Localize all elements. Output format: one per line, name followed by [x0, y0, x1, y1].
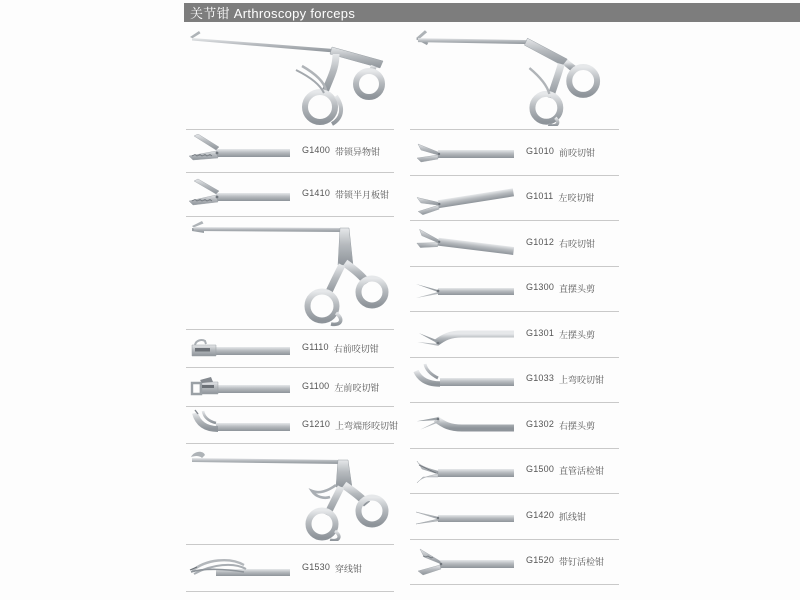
product-row-g1301 [410, 312, 619, 358]
upcurved-duckbill-tip-image [410, 363, 514, 397]
product-name: 抓线钳 [559, 511, 587, 522]
product-label [526, 464, 604, 477]
product-image-g1301 [410, 317, 514, 351]
product-row-g1400 [186, 130, 394, 173]
product-name: 前咬切钳 [559, 147, 596, 158]
product-name: 左摆头剪 [559, 329, 596, 340]
product-code: G1033 [526, 373, 555, 384]
product-code: G1210 [302, 418, 331, 429]
punch-tip-image [186, 332, 290, 366]
punch-tip-open-image [186, 370, 290, 404]
product-name: 右摆头剪 [559, 420, 596, 431]
product-image-g1420 [410, 499, 514, 533]
product-row-g1410 [186, 173, 394, 217]
product-row-g1033 [410, 358, 619, 404]
product-code: G1110 [302, 342, 329, 352]
upcurved-tip-image [186, 408, 290, 442]
grasper-tip-image [410, 499, 514, 533]
suture-passer-tip-image [186, 551, 290, 585]
left-curved-scissor-tip-image [410, 317, 514, 351]
product-label [526, 373, 604, 386]
product-image-g1210 [186, 408, 290, 442]
left-angled-punch-tip-image [410, 181, 514, 215]
product-image-g1010 [410, 135, 514, 169]
product-row-g1010 [410, 130, 619, 176]
product-row-g1302 [410, 403, 619, 449]
serrated-jaw-tip-image [186, 134, 290, 168]
product-name: 左前咬切钳 [334, 382, 380, 393]
toothed-biopsy-tip-image [410, 545, 514, 579]
right-angled-punch-tip-image [410, 226, 514, 260]
lever-forceps-image [186, 447, 394, 541]
product-label [526, 419, 595, 432]
product-row-g1100 [186, 368, 394, 407]
product-image-g1302 [410, 408, 514, 442]
product-image-g1100 [186, 370, 290, 404]
product-name: 右咬切钳 [559, 238, 596, 249]
product-code: G1530 [302, 561, 331, 572]
product-image-g1011 [410, 181, 514, 215]
hero-image-open-jaw-punch [410, 22, 619, 130]
product-code: G1100 [302, 380, 330, 391]
product-row-g1420 [410, 494, 619, 540]
product-label [302, 145, 380, 158]
product-label [302, 381, 379, 394]
product-name: 左咬切钳 [558, 193, 595, 204]
grasping-forceps-image [186, 26, 394, 126]
product-row-g1520 [410, 540, 619, 586]
product-label [526, 328, 595, 341]
product-code: G1420 [526, 509, 555, 520]
serrated-jaw-tip-image [186, 178, 290, 212]
open-jaw-punch-forceps-image [410, 26, 619, 126]
product-label [526, 510, 586, 523]
product-name: 直管活检钳 [559, 466, 605, 477]
product-name: 带锁半月板钳 [335, 190, 390, 200]
product-row-g1530 [186, 545, 394, 592]
product-image-g1110 [186, 332, 290, 366]
product-label [302, 562, 362, 575]
product-code: G1300 [526, 282, 555, 293]
product-code: G1012 [526, 236, 555, 247]
product-label [526, 237, 595, 250]
product-row-g1011 [410, 176, 619, 222]
product-label [526, 282, 595, 295]
product-image-g1033 [410, 363, 514, 397]
product-name: 带钉活检钳 [559, 557, 605, 568]
product-name: 右前咬切钳 [333, 344, 379, 354]
product-code: G1302 [526, 418, 555, 429]
product-row-g1012 [410, 221, 619, 267]
catalog-columns [186, 22, 619, 592]
product-image-g1500 [410, 454, 514, 488]
page-title: 关节钳 Arthroscopy forceps [190, 6, 356, 21]
product-row-g1300 [410, 267, 619, 313]
section-header-bar [184, 3, 800, 22]
product-row-g1110 [186, 330, 394, 368]
product-code: G1400 [302, 144, 331, 155]
product-image-g1530 [186, 551, 290, 585]
product-label [526, 191, 594, 204]
product-code: G1010 [526, 145, 555, 156]
right-curved-scissor-tip-image [410, 408, 514, 442]
product-row-g1210 [186, 407, 399, 444]
product-image-g1012 [410, 226, 514, 260]
right-column [410, 22, 619, 592]
product-code: G1520 [526, 555, 555, 566]
product-image-g1300 [410, 272, 514, 306]
punch-forceps-image [186, 219, 394, 327]
product-label [302, 342, 379, 355]
product-name: 上弯咬切钳 [559, 375, 605, 386]
product-code: G1301 [526, 327, 555, 338]
biopsy-cup-tip-image [410, 454, 514, 488]
product-label [526, 146, 595, 159]
product-name: 带锁异物钳 [335, 146, 381, 157]
product-label [302, 188, 389, 201]
hero-image-punch-forceps [186, 217, 394, 330]
straight-scissor-tip-image [410, 272, 514, 306]
product-label [526, 555, 604, 568]
product-name: 穿线钳 [335, 563, 363, 574]
product-image-g1400 [186, 134, 290, 168]
product-code: G1500 [526, 464, 555, 475]
product-code: G1410 [302, 188, 331, 198]
left-column [186, 22, 399, 592]
product-image-g1410 [186, 178, 290, 212]
product-label [302, 419, 398, 432]
product-code: G1011 [526, 191, 554, 202]
straight-punch-tip-image [410, 135, 514, 169]
product-image-g1520 [410, 545, 514, 579]
product-row-g1500 [410, 449, 619, 495]
product-name: 直摆头剪 [559, 284, 596, 295]
product-name: 上弯端形咬切钳 [335, 420, 399, 431]
hero-image-grasping-forceps [186, 22, 394, 130]
hero-image-lever-forceps [186, 444, 394, 545]
